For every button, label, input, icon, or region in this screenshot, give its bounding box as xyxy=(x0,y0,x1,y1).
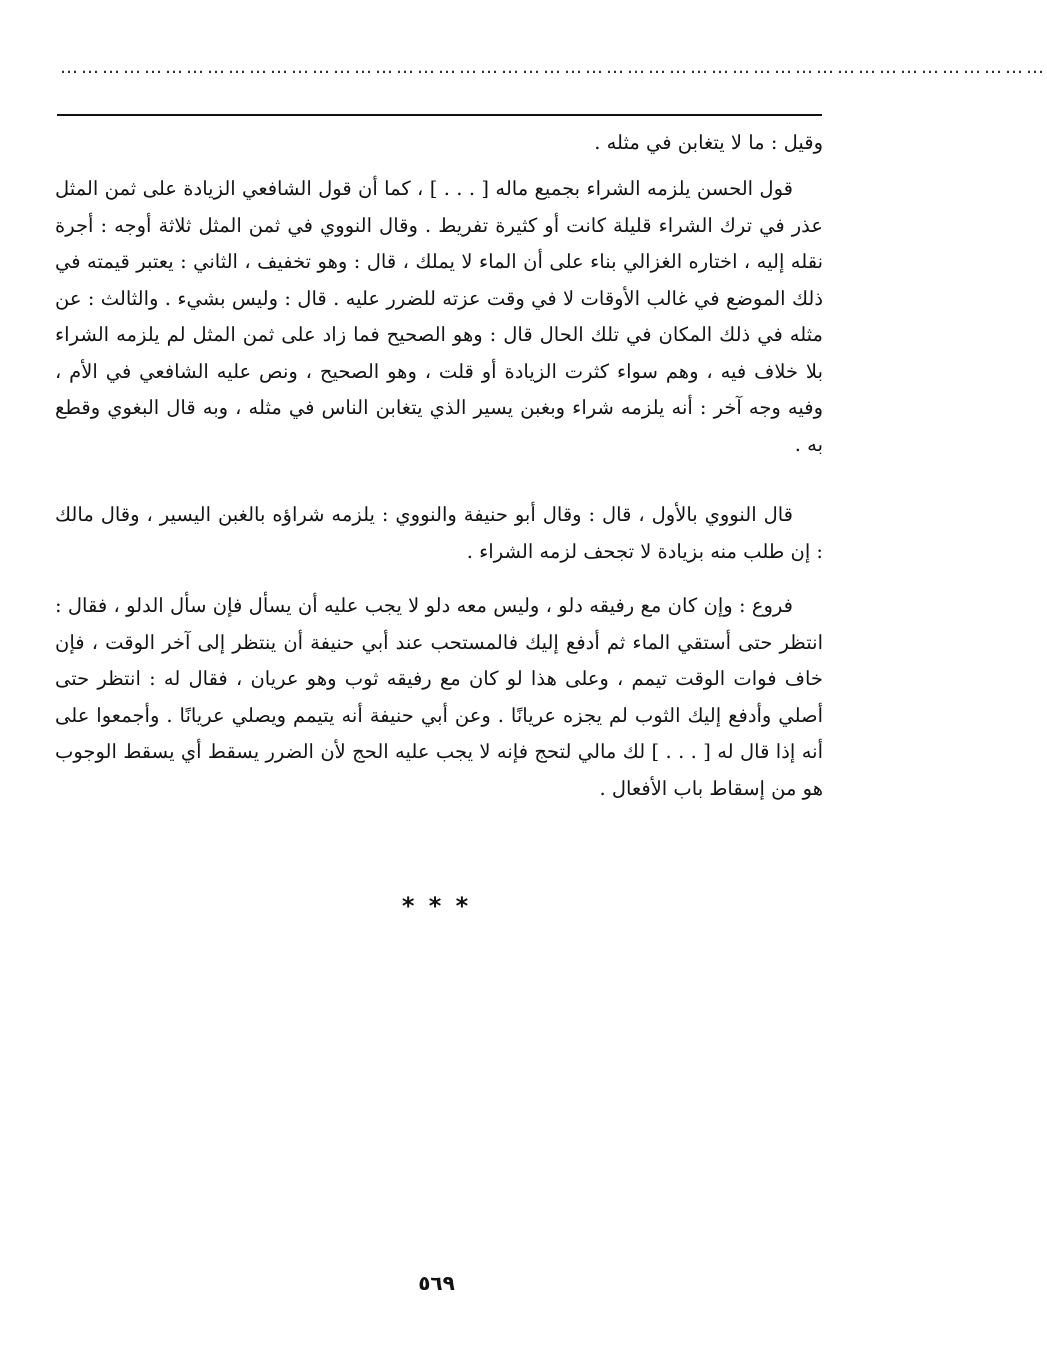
page-number: ٥٦٩ xyxy=(418,1271,455,1295)
paragraph-text: قول الحسن يلزمه الشراء بجميع ماله [ . . . ] ، كما أن قول الشافعي الزيادة على ثمن المثل عذر في ترك الشراء قليلة كانت أو كثيرة تفريط . وقال النووي في ثمن المثل ثلاثة أوجه : أجرة نقله إليه ، اختاره الغزالي بناء على أن الماء لا يملك ، قال : وهو تخفيف ، الثاني : يعتبر قيمته في ذلك الموضع في غالب الأوقات لا في وقت عزته للضرر عليه . قال : وليس بشيء . والثالث : عن مثله في ذلك المكان في تلك الحال قال : وهو الصحيح فما زاد على ثمن المثل لم يلزمه الشراء بلا خلاف فيه ، وهم سواء كثرت الزيادة أو قلت ، وهو الصحيح ، ونص عليه الشافعي في الأم ، وفيه وجه آخر : أنه يلزمه شراء وبغبن يسير الذي يتغابن الناس في مثله ، وبه قال البغوي وقطع به . xyxy=(55,177,823,456)
section-separator-stars: * * * xyxy=(401,892,472,920)
footnote-continuation xyxy=(55,125,823,162)
paragraph-thaman-al-mithl xyxy=(55,171,823,463)
footnote-separator-rule xyxy=(57,114,822,116)
footnote-text: وقيل : ما لا يتغابن في مثله . xyxy=(594,131,823,154)
paragraph-text: فروع : وإن كان مع رفيقه دلو ، وليس معه دلو لا يجب عليه أن يسأل فإن سأل الدلو ، فقال : انتظر حتى أستقي الماء ثم أدفع إليك فالمستحب عند أبي حنيفة أن ينتظر إلى آخر الوقت ، فإن خاف فوات الوقت تيمم ، وعلى هذا لو كان مع رفيقه ثوب وهو عريان ، فقال له : انتظر حتى أصلي وأدفع إليك الثوب لم يجزه عريانًا . وعن أبي حنيفة أنه يتيمم ويصلي عريانًا . وأجمعوا على أنه إذا قال له [ . . . ] لك مالي لتحج فإنه لا يجب عليه الحج لأن الضرر يسقط أي يسقط الوجوب هو من إسقاط باب الأفعال . xyxy=(55,594,823,800)
paragraph-furu xyxy=(55,588,823,807)
dotted-leader-line: …………………………………………………………………………………………………………………………… xyxy=(60,57,1047,78)
paragraph-nawawi-abu-hanifa xyxy=(55,497,823,570)
paragraph-text: قال النووي بالأول ، قال : وقال أبو حنيفة والنووي : يلزمه شراؤه بالغبن اليسير ، وقال مالك : إن طلب منه بزيادة لا تجحف لزمه الشراء . xyxy=(55,503,823,563)
